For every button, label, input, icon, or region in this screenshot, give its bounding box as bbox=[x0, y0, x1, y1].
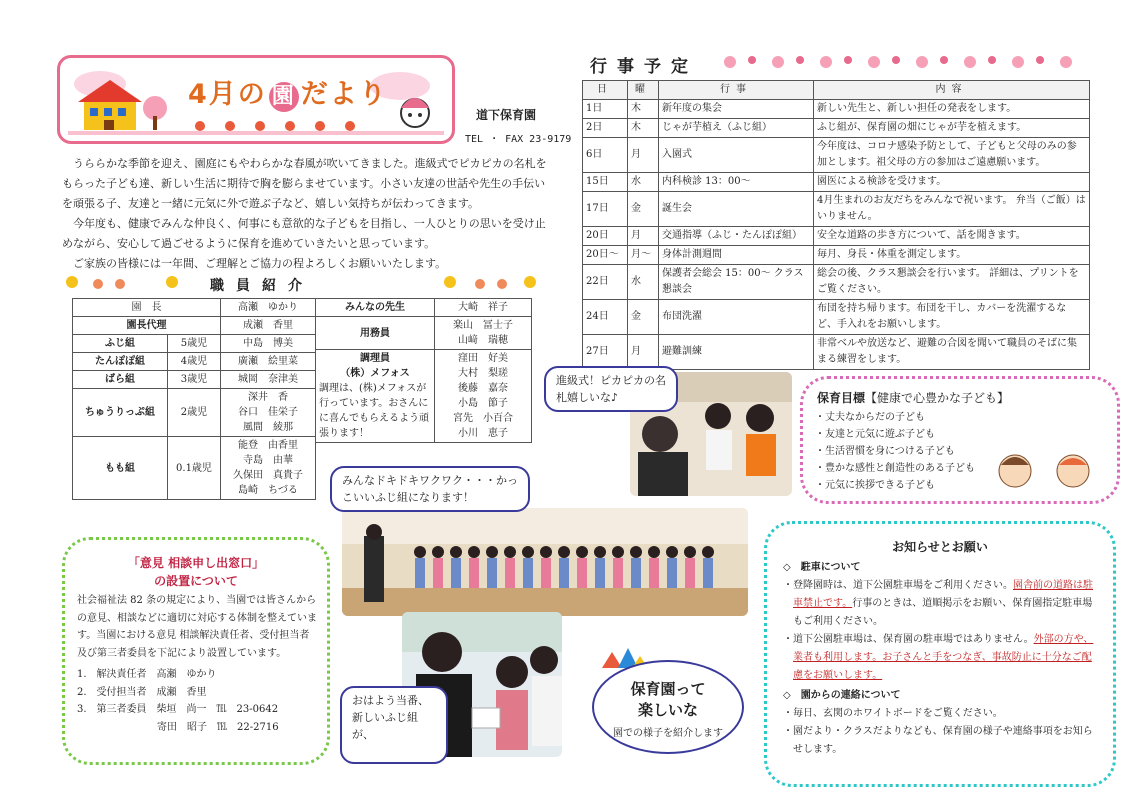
opinion-body bbox=[77, 592, 319, 736]
childcare-goal-box bbox=[800, 376, 1120, 504]
opinion-text: 社会福祉法 82 条の規定により、当園では皆さんからの意見、相談などに適切に対応する体制を整えています。当園における意見 相談解決責任者、受付担当者及び第三者委員を下記により設置しています。 bbox=[77, 595, 317, 659]
table-row: 27日 月 避難訓練 非常ベルや放送など、避難の合図を聞いて職員のそばに集まる練習をします。 bbox=[583, 335, 1090, 370]
opinion-box bbox=[62, 537, 330, 765]
table-row: 22日 水 保護者会総会 15：00～ クラス懇談会 総会の後、クラス懇談会を行います。 詳細は、プリントをご覧ください。 bbox=[583, 265, 1090, 300]
notice-box bbox=[764, 521, 1116, 787]
staff-table-right bbox=[315, 298, 532, 443]
header-detail: 内容 bbox=[814, 81, 1090, 100]
schedule-header-row bbox=[583, 81, 1090, 100]
notice-body: ◇ 駐車について ・登降園時は、道下公園駐車場をご利用ください。園舎前の道路は駐車禁止です。行事のときは、道順掲示をお願い、保育園指定駐車場もご利用ください。 ・道下公園駐車場は、保育園の駐車場ではありません。外部の方や、業者も利用します。お子さんと手をつなぎ、事故防止に十分なご配慮をお願いします。 ◇ 園からの連絡について ・毎日、玄関のホワイトボードをご覧ください。 ・園だより・クラスだよりなども、保育園の様子や連絡事項をお知らせします。 bbox=[783, 559, 1101, 759]
list-item: ・友達と元気に遊ぶ子ども bbox=[815, 429, 935, 440]
table-row: 調理員 （株）メフォス 調理は、(株)メフォスが行っています。おさんにに喜んでもらえるよう頑張ります！ 窪田 好美 大村 梨瑳 後藤 嘉奈 小島 節子 宮先 小百合 小川 恵子 bbox=[316, 350, 532, 443]
header-dow: 曜 bbox=[628, 81, 659, 100]
goal-title: 保育目標【健康で心豊かな子ども】 bbox=[817, 391, 1010, 405]
children-illustration-icon bbox=[993, 449, 1103, 493]
photo-class-group bbox=[342, 508, 748, 616]
speech-bubble: みんなドキドキワクワク・・・かっこいいふじ組になります！ bbox=[330, 466, 530, 512]
schedule-table bbox=[582, 80, 1090, 370]
fun-subtitle: 園での様子を紹介します bbox=[613, 728, 723, 739]
list-item: ・丈夫なからだの子ども bbox=[815, 412, 925, 423]
opinion-title: 「意見 相談申し出窓口」 の設置について bbox=[127, 556, 265, 588]
header-day: 日 bbox=[583, 81, 628, 100]
table-row: ふじ組 5歳児 中島 博美 bbox=[73, 335, 316, 353]
school-name: 道下保育園 bbox=[476, 108, 537, 122]
notice-title: お知らせとお願い bbox=[892, 540, 988, 554]
opinion-contacts: 1. 解決責任者 高瀬 ゆかり 2. 受付担当者 成瀬 香里 3. 第三者委員 柴垣 尚一 ℡ 23-0642 寄田 昭子 ℡ 22-2716 bbox=[77, 669, 279, 733]
table-row: ばら組 3歳児 城岡 奈津美 bbox=[73, 371, 316, 389]
page-title: 4月の 園 だより bbox=[188, 79, 388, 110]
table-row: 15日 水 内科検診 13：00～ 園医による検診を受けます。 bbox=[583, 173, 1090, 192]
table-row: 用務員 楽山 冨士子 山﨑 瑞穂 bbox=[316, 317, 532, 350]
table-row: 1日 木 新年度の集会 新しい先生と、新しい担任の発表をします。 bbox=[583, 100, 1090, 119]
list-item: ・生活習慣を身につける子ども bbox=[815, 446, 955, 457]
table-row: もも組 0.1歳児 能登 由香里 寺島 由華 久保田 真貴子 島崎 ちづる bbox=[73, 437, 316, 500]
list-item: ・豊かな感性と創造性のある子ども bbox=[815, 463, 975, 474]
notice-heading: ◇ 園からの連絡について bbox=[783, 690, 901, 701]
table-row: 園 長 高瀬 ゆかり bbox=[73, 299, 316, 317]
intro-paragraph: 今年度も、健康でみんな仲良く、何事にも意欲的な子どもを目指し、一人ひとりの思いを受け止めながら、安心して過ごせるように保育を進めていきたいと思っています。 bbox=[62, 217, 546, 250]
table-row: 24日 金 布団洗濯 布団を持ち帰ります。布団を干し、カバーを洗濯するなど、手入れをお願いします。 bbox=[583, 300, 1090, 335]
table-row: 20日 月 交通指導（ふじ・たんぽぽ組） 安全な道路の歩き方について、話を聞きます。 bbox=[583, 227, 1090, 246]
table-row: ちゅうりっぷ組 2歳児 深井 香 谷口 佳栄子 風間 綾那 bbox=[73, 389, 316, 437]
goal-list bbox=[815, 409, 975, 494]
table-row: たんぽぽ組 4歳児 廣瀬 絵里菜 bbox=[73, 353, 316, 371]
speech-bubble: 進級式！ピカピカの名札嬉しいな♪ bbox=[544, 366, 678, 412]
notice-heading: ◇ 駐車について bbox=[783, 562, 861, 573]
fun-line: 保育園って bbox=[630, 680, 706, 698]
list-item: ・元気に挨拶できる子ども bbox=[815, 480, 935, 491]
intro-text bbox=[62, 154, 552, 274]
school-tel: TEL ・ FAX 23-9179 bbox=[465, 134, 572, 145]
staff-title: 職員紹介 bbox=[210, 278, 314, 294]
table-row: 6日 月 入園式 今年度は、コロナ感染予防として、子どもと父母のみの参加とします。祖父母の方の参加はご遠慮願います。 bbox=[583, 138, 1090, 173]
header-event: 行事 bbox=[659, 81, 814, 100]
schedule-title: 行事予定 bbox=[590, 57, 698, 77]
table-row: 2日 木 じゃが芋植え（ふじ組） ふじ組が、保育園の畑にじゃが芋を植えます。 bbox=[583, 119, 1090, 138]
table-row: 園長代理 成瀬 香里 bbox=[73, 317, 316, 335]
table-row: みんなの先生 大崎 祥子 bbox=[316, 299, 532, 317]
flower-divider-icon bbox=[718, 50, 1098, 74]
table-row: 17日 金 誕生会 4月生まれのお友だちをみんなで祝います。 弁当（ご飯）はいりません。 bbox=[583, 192, 1090, 227]
fun-bubble bbox=[592, 660, 744, 754]
staff-table-left bbox=[72, 298, 316, 500]
table-row: 20日～ 月～ 身体計測週間 毎月、身長・体重を測定します。 bbox=[583, 246, 1090, 265]
fun-line: 楽しいな bbox=[637, 701, 698, 719]
speech-bubble: おはよう当番、新しいふじ組が、 bbox=[340, 686, 448, 764]
intro-paragraph: うららかな季節を迎え、園庭にもやわらかな春風が吹いてきました。進級式でピカピカの名札をもらった子ども達、新しい生活に期待で胸を膨らませています。小さい友達の世話や先生の手伝いを頑張る子、友達と一緒に元気に外で遊ぶ子など、嬉しい気持ちが伝わってきます。 bbox=[62, 157, 547, 210]
title-banner bbox=[57, 55, 455, 144]
intro-paragraph: ご家族の皆様には一年間、ご理解とご協力の程よろしくお願いいたします。 bbox=[73, 257, 447, 270]
